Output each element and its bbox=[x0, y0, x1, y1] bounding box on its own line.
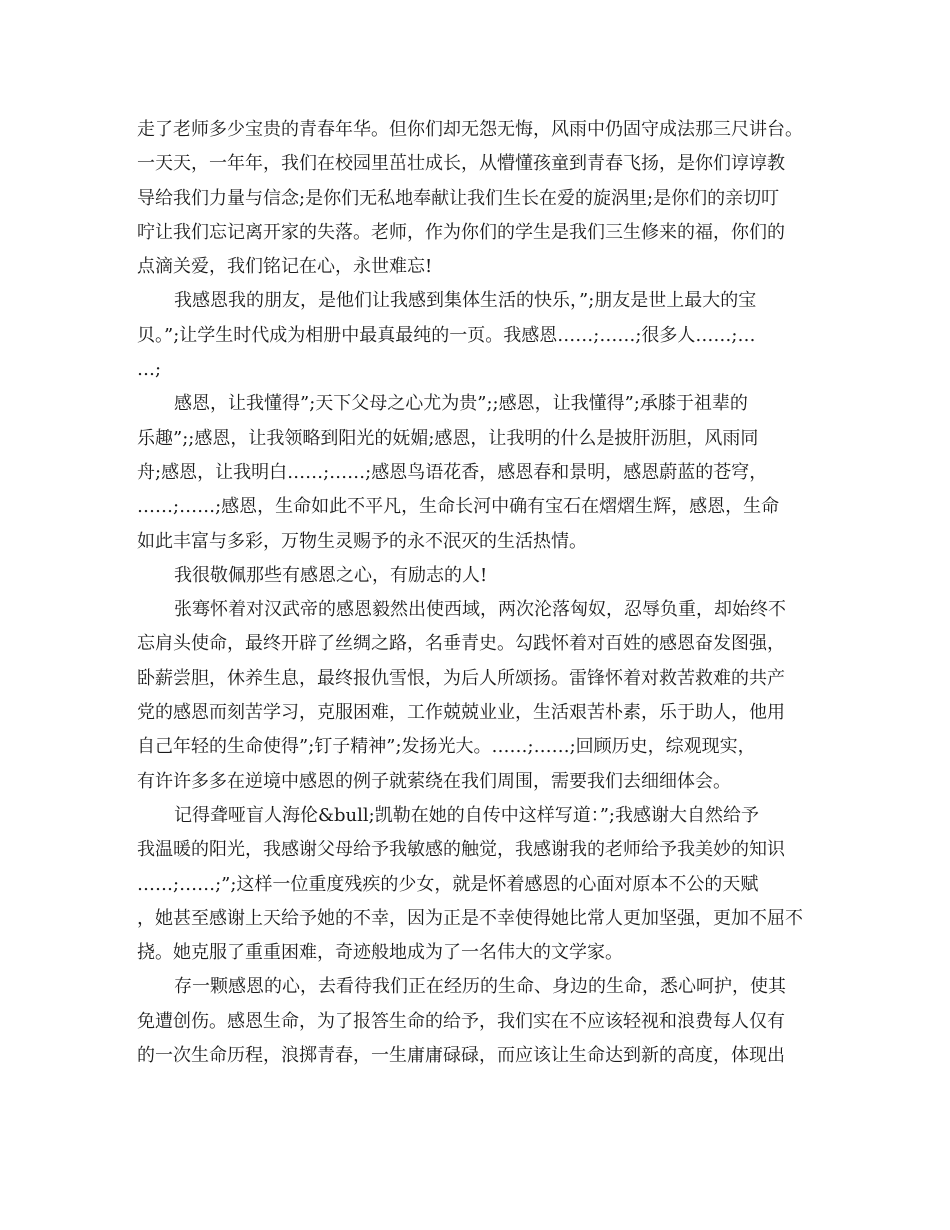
text-line: 点滴关爱，我们铭记在心，永世难忘! bbox=[137, 256, 433, 278]
text-line: 有许许多多在逆境中感恩的例子就萦绕在我们周围，需要我们去细细体会。 bbox=[137, 770, 731, 792]
text-line: ……;……;感恩，生命如此不平凡，生命长河中确有宝石在熠熠生辉，感恩，生命 bbox=[137, 496, 780, 518]
text-line: 一天天，一年年，我们在校园里茁壮成长，从懵懂孩童到青春飞扬，是你们谆谆教 bbox=[137, 153, 785, 175]
text-line: 贝。”;让学生时代成为相册中最真最纯的一页。我感恩……;……;很多人……;… bbox=[137, 324, 756, 346]
text-line: 咛让我们忘记离开家的失落。老师，作为你们的学生是我们三生修来的福，你们的 bbox=[137, 221, 785, 243]
text-line: 乐趣”;;感恩，让我领略到阳光的妩媚;感恩，让我明的什么是披肝沥胆，风雨同 bbox=[137, 427, 759, 449]
text-line: 自己年轻的生命使得”;钉子精神”;发扬光大。……;……;回顾历史，综观现实， bbox=[137, 736, 756, 758]
text-line: 我温暖的阳光，我感谢父母给予我敏感的触觉，我感谢我的老师给予我美妙的知识 bbox=[137, 839, 785, 861]
text-line: 走了老师多少宝贵的青春年华。但你们却无怨无悔，风雨中仍固守成法那三尺讲台。 bbox=[137, 119, 803, 140]
text-line: …; bbox=[137, 359, 162, 381]
text-line: 党的感恩而刻苦学习，克服困难，工作兢兢业业，生活艰苦朴素，乐于助人，他用 bbox=[137, 702, 785, 724]
text-line: 如此丰富与多彩，万物生灵赐予的永不泯灭的生活热情。 bbox=[137, 530, 587, 552]
text-line: 的一次生命历程，浪掷青春，一生庸庸碌碌，而应该让生命达到新的高度，体现出 bbox=[137, 1045, 785, 1067]
text-line: 我感恩我的朋友，是他们让我感到集体生活的快乐，”;朋友是世上最大的宝 bbox=[174, 290, 757, 312]
text-line: 免遭创伤。感恩生命，为了报答生命的给予，我们实在不应该轻视和浪费每人仅有 bbox=[137, 1010, 785, 1032]
text-line: 舟;感恩，让我明白……;……;感恩鸟语花香，感恩春和景明，感恩蔚蓝的苍穹， bbox=[137, 461, 768, 483]
text-line: 存一颗感恩的心，去看待我们正在经历的生命、身边的生命，悉心呵护，使其 bbox=[174, 976, 786, 998]
text-line: 我很敬佩那些有感恩之心，有励志的人! bbox=[174, 564, 488, 586]
document-body bbox=[137, 113, 827, 1073]
text-line: 挠。她克服了重重困难，奇迹般地成为了一名伟大的文学家。 bbox=[137, 942, 623, 964]
text-line: 张骞怀着对汉武帝的感恩毅然出使西域，两次沦落匈奴，忍辱负重，却始终不 bbox=[174, 599, 786, 621]
text-line: 忘肩头使命，最终开辟了丝绸之路，名垂青史。勾践怀着对百姓的感恩奋发图强， bbox=[137, 633, 785, 655]
text-line: 感恩，让我懂得”;天下父母之心尤为贵”;;感恩，让我懂得”;承膝于祖辈的 bbox=[174, 393, 748, 415]
text-line: ……;……;”;这样一位重度残疾的少女，就是怀着感恩的心面对原本不公的天赋 bbox=[137, 873, 759, 895]
text-line: ，她甚至感谢上天给予她的不幸，因为正是不幸使得她比常人更加坚强，更加不屈不 bbox=[137, 907, 803, 929]
text-line: 卧薪尝胆，休养生息，最终报仇雪恨，为后人所颂扬。雷锋怀着对救苦救难的共产 bbox=[137, 667, 785, 689]
text-line: 导给我们力量与信念;是你们无私地奉献让我们生长在爱的旋涡里;是你们的亲切叮 bbox=[137, 187, 780, 209]
text-line: 记得聋哑盲人海伦&bull;凯勒在她的自传中这样写道：”;我感谢大自然给予 bbox=[174, 804, 759, 826]
